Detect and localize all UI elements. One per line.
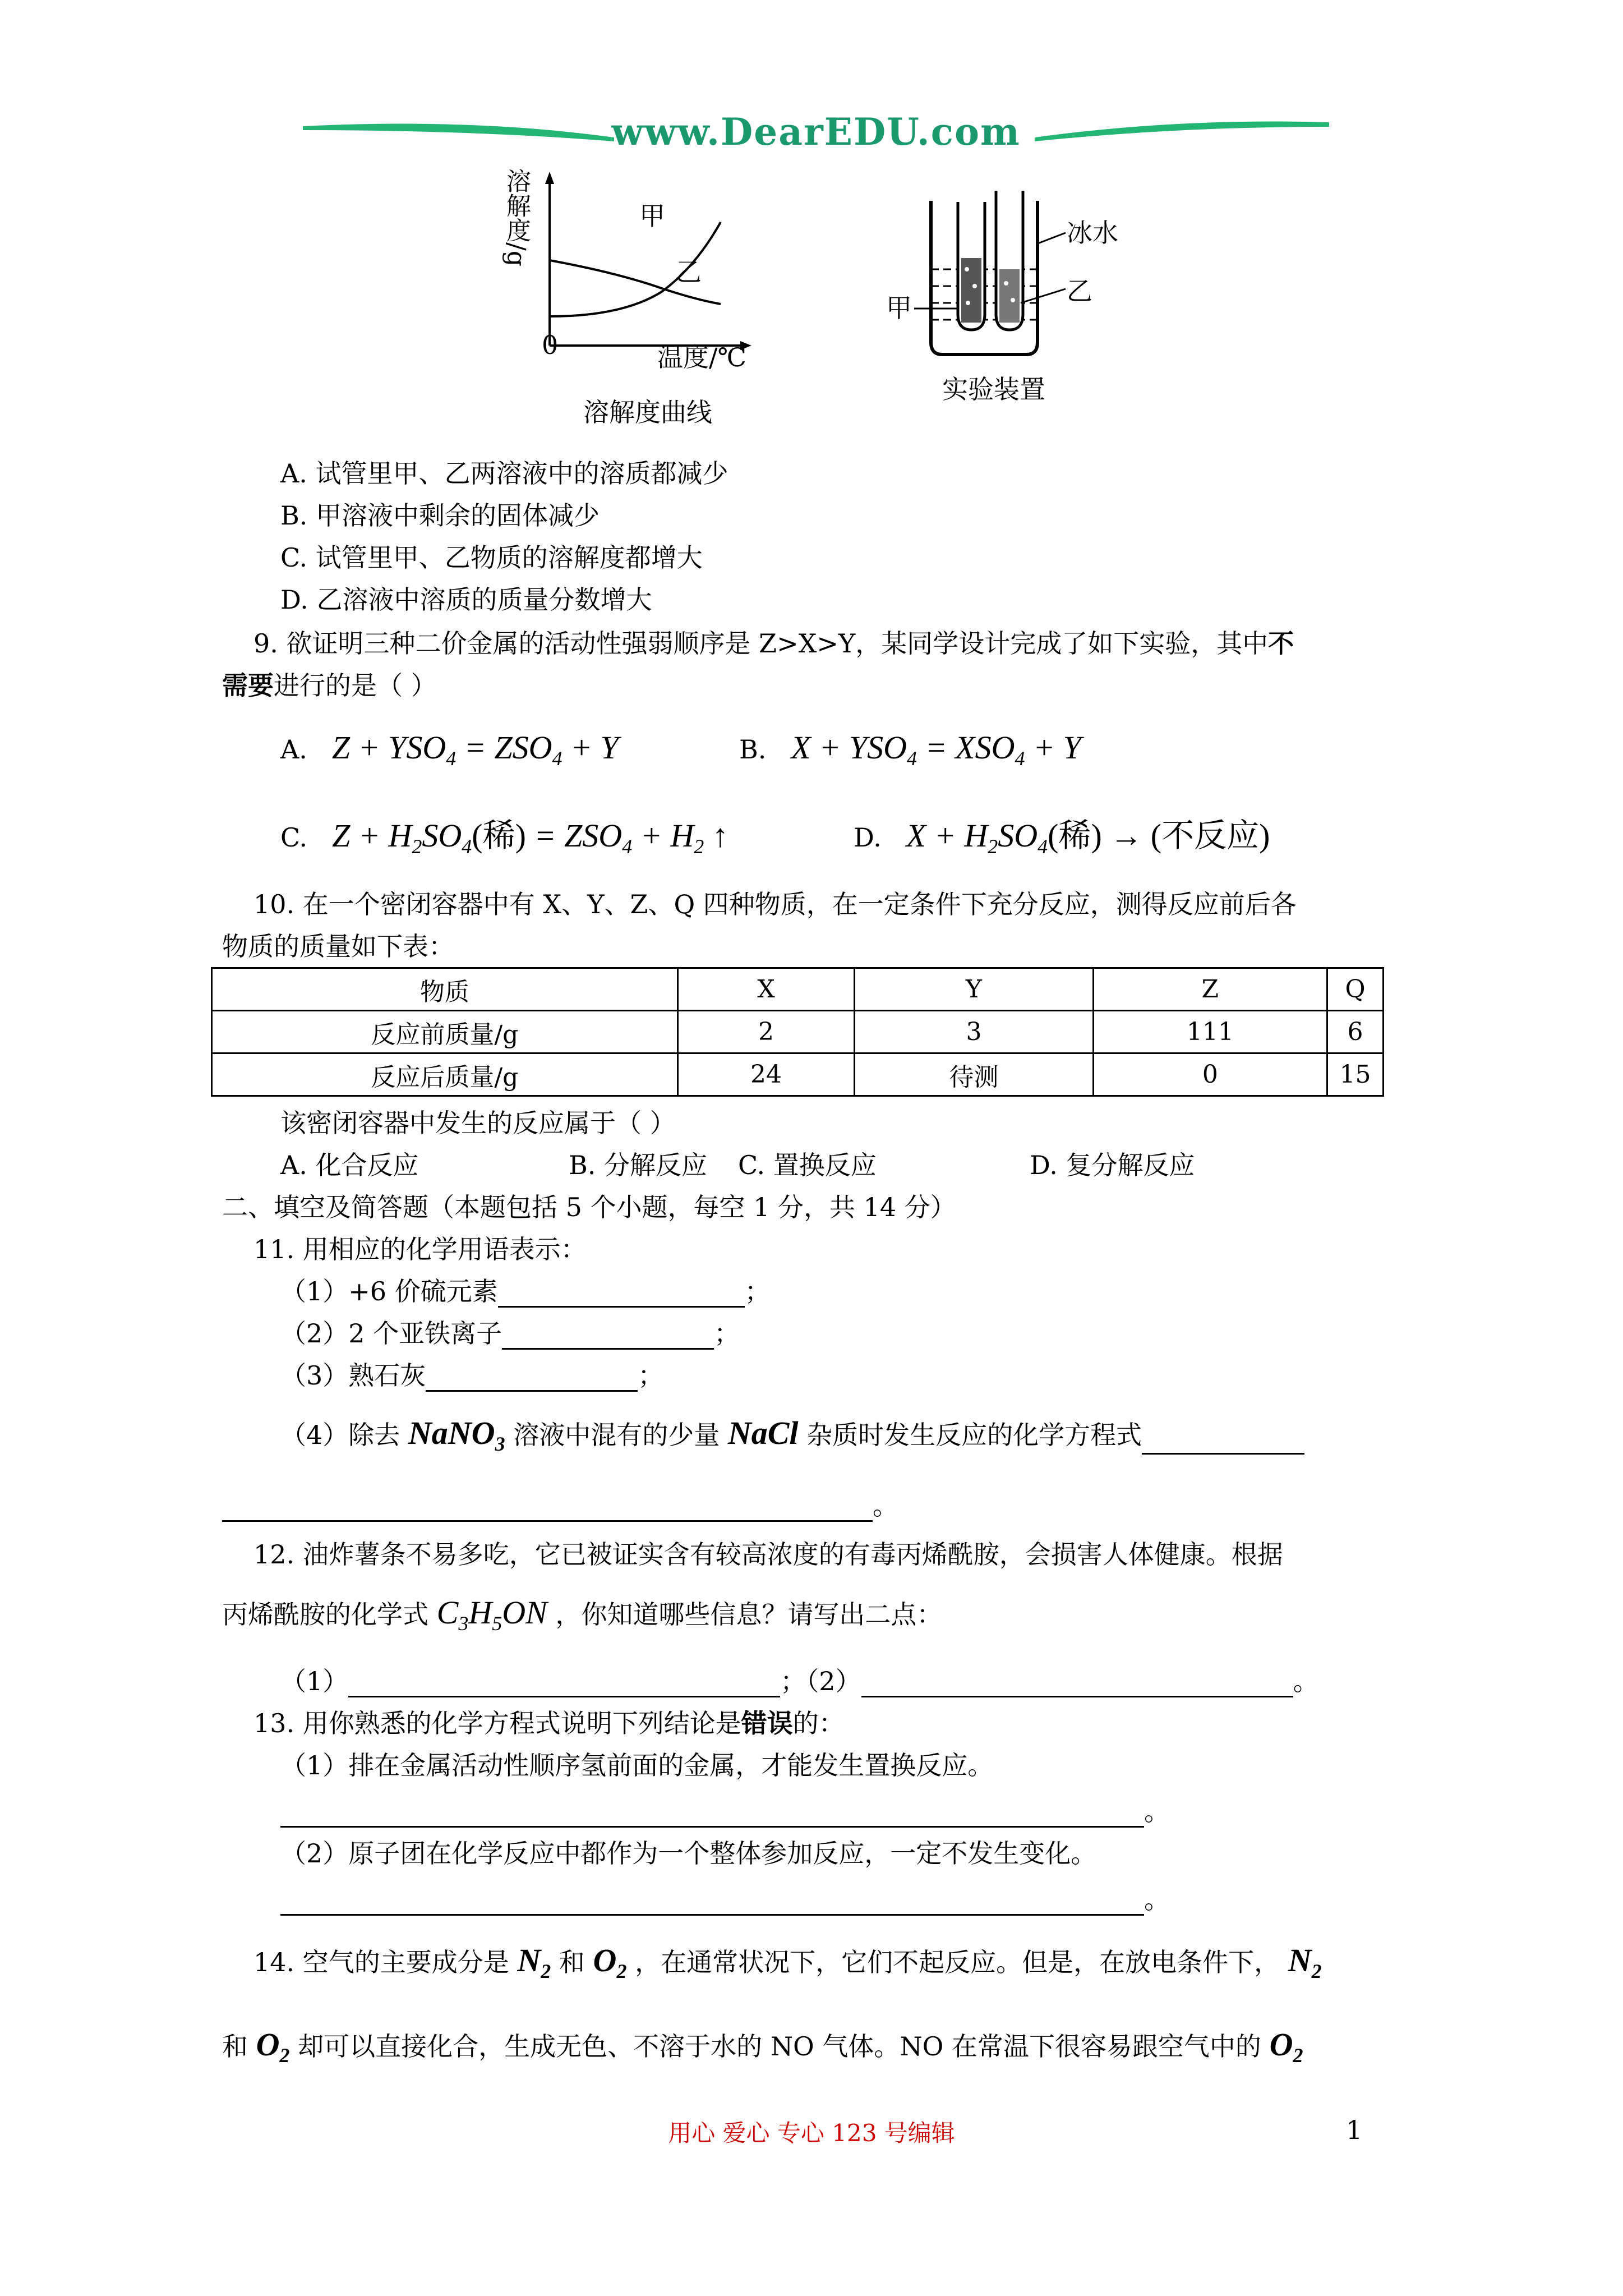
- table-cell: 反应前质量/g: [212, 1011, 678, 1053]
- q13-part1-answer: 。: [280, 1795, 1170, 1828]
- q11-part2: （2）2 个亚铁离子 ；: [280, 1318, 740, 1349]
- answer-blank[interactable]: [426, 1365, 638, 1392]
- q12-stem-line1: 12. 油炸薯条不易多吃，它已被证实含有较高浓度的有毒丙烯酰胺，会损害人体健康。根据: [253, 1539, 1283, 1570]
- table-cell: 3: [855, 1011, 1093, 1053]
- q10-option-a: A. 化合反应: [280, 1150, 419, 1180]
- q9-option-b: B. $X + YSO_4 = XSO_4 + Y$: [739, 729, 1081, 770]
- q10-option-d: D. 复分解反应: [1030, 1150, 1195, 1180]
- header-banner: [303, 107, 1329, 157]
- q8-option-c: C. 试管里甲、乙物质的溶解度都增大: [280, 542, 703, 573]
- q9-stem-line1: 9. 欲证明三种二价金属的活动性强弱顺序是 Z>X>Y，某同学设计完成了如下实验，其中不: [253, 628, 1294, 659]
- answer-blank[interactable]: [222, 1496, 873, 1522]
- q9-option-c: C. $Z + H_2SO_4$(稀) = $ZSO_4 + H_2$ ↑: [280, 817, 728, 858]
- solubility-curve-figure: [494, 166, 785, 435]
- table-cell: 24: [677, 1053, 855, 1096]
- x-axis-label: 温度/℃: [657, 342, 746, 372]
- curve-label-jia: 甲: [639, 201, 665, 231]
- table-cell: 15: [1327, 1053, 1384, 1096]
- figure-caption-curve: 溶解度曲线: [583, 397, 712, 427]
- table-header-cell: Z: [1093, 968, 1327, 1011]
- solubility-curve-plot: [494, 166, 785, 368]
- table-header-cell: Y: [855, 968, 1093, 1011]
- page-number: 1: [1346, 2115, 1363, 2145]
- table-row: [212, 1011, 1384, 1053]
- formula-o2: $O_2$: [256, 2026, 290, 2067]
- apparatus-figure: [886, 191, 1144, 426]
- formula-o2: $O_2$: [593, 1942, 627, 1982]
- q14-line1: 14. 空气的主要成分是 $N_2$ 和 $O_2$ ，在通常状况下，它们不起反应。但是，在放电条件下， $N_2$: [253, 1942, 1322, 1982]
- q9-stem-line2: 需要进行的是（ ）: [222, 670, 437, 701]
- answer-blank[interactable]: [502, 1323, 714, 1350]
- formula-nano3: NaNO$_3$: [408, 1415, 505, 1455]
- answer-blank[interactable]: [1142, 1428, 1304, 1455]
- table-header-cell: Q: [1327, 968, 1384, 1011]
- apparatus-label-ice-water: 冰水: [1067, 218, 1118, 248]
- mass-table: [211, 967, 1384, 1097]
- q10-stem-line1: 10. 在一个密闭容器中有 X、Y、Z、Q 四种物质，在一定条件下充分反应，测得反应前后各: [253, 889, 1297, 919]
- table-header-cell: X: [677, 968, 855, 1011]
- formula-nacl: NaCl: [727, 1415, 799, 1451]
- table-cell: 待测: [855, 1053, 1093, 1096]
- q11-part3: （3）熟石灰 ；: [280, 1360, 664, 1391]
- formula-acrylamide: $C_3H_5ON$: [436, 1594, 547, 1635]
- banner-swoosh-left: [303, 107, 617, 157]
- q8-option-a: A. 试管里甲、乙两溶液中的溶质都减少: [280, 458, 728, 489]
- table-cell: 111: [1093, 1011, 1327, 1053]
- q13-part2: （2）原子团在化学反应中都作为一个整体参加反应，一定不发生变化。: [280, 1838, 1097, 1869]
- table-cell: 0: [1093, 1053, 1327, 1096]
- table-cell: 6: [1327, 1011, 1384, 1053]
- q10-stem-line2: 物质的质量如下表：: [222, 931, 454, 961]
- formula-n2: $N_2$: [517, 1942, 551, 1982]
- q9-option-d: D. $X + H_2SO_4$(稀) → (不反应): [854, 817, 1270, 858]
- table-header-cell: 物质: [212, 968, 678, 1011]
- q14-line2: 和 $O_2$ 却可以直接化合，生成无色、不溶于水的 NO 气体。NO 在常温下很容易跟空气中的 $O_2$: [222, 2026, 1303, 2067]
- curve-label-yi: 乙: [676, 257, 702, 287]
- banner-swoosh-right: [1032, 107, 1329, 157]
- q11-part1: （1）+6 价硫元素 ；: [280, 1276, 771, 1306]
- figure-caption-apparatus: 实验装置: [942, 374, 1045, 404]
- answer-blank[interactable]: [861, 1671, 1293, 1697]
- axis-origin: 0: [542, 330, 559, 360]
- formula-o2: $O_2$: [1269, 2026, 1303, 2067]
- answer-blank[interactable]: [498, 1281, 745, 1308]
- table-cell: 2: [677, 1011, 855, 1053]
- q12-answers: （1） ；（2） 。: [280, 1666, 1319, 1696]
- table-cell: 反应后质量/g: [212, 1053, 678, 1096]
- answer-blank[interactable]: [348, 1671, 780, 1697]
- table-row: [212, 1053, 1384, 1096]
- q10-option-c: C. 置换反应: [738, 1150, 877, 1180]
- footer-text: 用心 爱心 专心 123 号编辑: [668, 2119, 955, 2147]
- q8-option-b: B. 甲溶液中剩余的固体减少: [280, 500, 600, 531]
- q10-question: 该密闭容器中发生的反应属于（ ）: [280, 1108, 676, 1138]
- section-2-heading: 二、填空及简答题（本题包括 5 个小题，每空 1 分，共 14 分）: [222, 1192, 956, 1222]
- formula-n2: $N_2$: [1288, 1942, 1322, 1982]
- table-header-row: [212, 968, 1384, 1011]
- q13-part2-answer: 。: [280, 1883, 1170, 1916]
- q11-stem: 11. 用相应的化学用语表示：: [253, 1234, 587, 1264]
- q9-option-a: A. $Z + YSO_4 = ZSO_4 + Y$: [280, 729, 619, 770]
- answer-blank[interactable]: [280, 1889, 1144, 1916]
- q8-option-d: D. 乙溶液中溶质的质量分数增大: [280, 585, 652, 615]
- equation-c: $Z + H_2SO_4$(稀) = $ZSO_4 + H_2$ ↑: [332, 817, 728, 858]
- site-title: www.DearEDU.com: [611, 110, 1021, 154]
- q10-option-b: B. 分解反应: [569, 1150, 708, 1180]
- equation-b: $X + YSO_4 = XSO_4 + Y$: [791, 729, 1081, 770]
- equation-d: $X + H_2SO_4$(稀) → (不反应): [906, 817, 1270, 858]
- q13-part1: （1）排在金属活动性顺序氢前面的金属，才能发生置换反应。: [280, 1750, 994, 1780]
- y-axis-label: 溶解度/g: [502, 168, 531, 266]
- q11-part4-continuation: 。: [222, 1489, 898, 1522]
- apparatus-label-jia: 甲: [886, 293, 912, 323]
- answer-blank[interactable]: [280, 1801, 1144, 1828]
- equation-a: $Z + YSO_4 = ZSO_4 + Y$: [331, 729, 619, 770]
- q12-stem-line2: 丙烯酰胺的化学式 $C_3H_5ON$ ，你知道哪些信息？请写出二点：: [222, 1594, 943, 1635]
- apparatus-label-yi: 乙: [1067, 276, 1092, 306]
- q11-part4: （4）除去 NaNO$_3$ 溶液中混有的少量 NaCl 杂质时发生反应的化学方程式: [280, 1414, 1304, 1455]
- q13-stem: 13. 用你熟悉的化学方程式说明下列结论是错误的：: [253, 1708, 845, 1738]
